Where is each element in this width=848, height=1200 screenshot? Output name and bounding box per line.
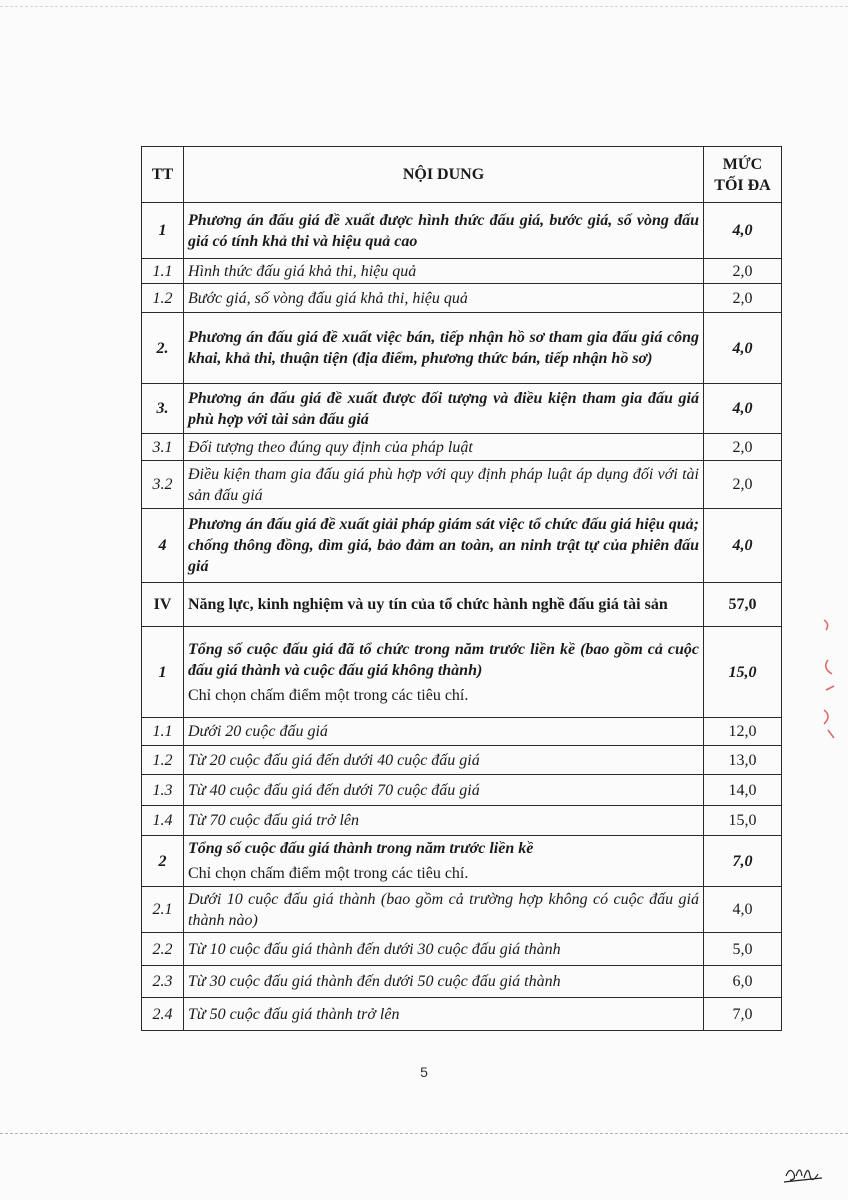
row-max-score: 2,0: [704, 461, 782, 509]
row-number: 3.: [142, 384, 184, 434]
row-content: [184, 966, 704, 998]
row-number: 1.4: [142, 806, 184, 836]
table-row: [142, 384, 782, 434]
row-max-score: 14,0: [704, 775, 782, 806]
row-content: [184, 775, 704, 806]
row-max-score: 2,0: [704, 434, 782, 461]
row-content-text: Phương án đấu giá đề xuất việc bán, tiếp nhận hồ sơ tham gia đấu giá công khai, khả thi, thuận tiện (địa điểm, phương thức bán, tiếp nhận hồ sơ): [188, 329, 699, 367]
header-content: NỘI DUNG: [184, 147, 704, 203]
row-number: 1.1: [142, 259, 184, 284]
row-max-score: 4,0: [704, 203, 782, 259]
row-content-text: Hình thức đấu giá khả thi, hiệu quả: [188, 262, 417, 280]
row-content: [184, 746, 704, 775]
row-max-score: 12,0: [704, 718, 782, 746]
row-max-score: 13,0: [704, 746, 782, 775]
row-content: [184, 203, 704, 259]
row-note: Chỉ chọn chấm điểm một trong các tiêu chí.: [188, 686, 469, 704]
row-content: [184, 933, 704, 966]
row-number: IV: [142, 583, 184, 627]
table-row: [142, 998, 782, 1031]
row-content-text: Từ 70 cuộc đấu giá trở lên: [188, 812, 360, 829]
row-max-score: 2,0: [704, 259, 782, 284]
row-content-text: Phương án đấu giá đề xuất được hình thức đấu giá, bước giá, số vòng đấu giá có tính khả thi và hiệu quả cao: [188, 211, 699, 250]
row-number: 1.1: [142, 718, 184, 746]
table-row: [142, 259, 782, 284]
row-number: 2.1: [142, 887, 184, 933]
row-content: [184, 627, 704, 718]
row-content-text: Từ 30 cuộc đấu giá thành đến dưới 50 cuộc đấu giá thành: [188, 973, 561, 990]
row-content: [184, 806, 704, 836]
row-content: [184, 461, 704, 509]
row-content: [184, 998, 704, 1031]
row-number: 4: [142, 509, 184, 583]
row-content-text: Bước giá, số vòng đấu giá khả thi, hiệu quả: [188, 289, 468, 307]
row-content-text: Từ 20 cuộc đấu giá đến dưới 40 cuộc đấu giá: [188, 751, 480, 769]
page-number: 5: [420, 1064, 428, 1080]
row-content-text: Phương án đấu giá đề xuất giải pháp giám sát việc tổ chức đấu giá hiệu quả; chống thông đồng, dìm giá, bảo đảm an toàn, an ninh trật tự của phiên đấu giá: [188, 516, 699, 575]
table-row: [142, 583, 782, 627]
row-number: 2.: [142, 313, 184, 384]
row-max-score: 6,0: [704, 966, 782, 998]
row-number: 1.2: [142, 746, 184, 775]
row-number: 1.2: [142, 284, 184, 313]
table-row: [142, 627, 782, 718]
table-row: [142, 746, 782, 775]
row-max-score: 4,0: [704, 384, 782, 434]
row-content-text: Năng lực, kinh nghiệm và uy tín của tổ chức hành nghề đấu giá tài sản: [188, 596, 668, 613]
row-max-score: 4,0: [704, 887, 782, 933]
initials-signature: [782, 1160, 824, 1184]
row-number: 2.3: [142, 966, 184, 998]
table-row: [142, 461, 782, 509]
row-content: [184, 718, 704, 746]
header-max: MỨC TỐI ĐA: [704, 147, 782, 203]
table-row: [142, 718, 782, 746]
table-row: [142, 775, 782, 806]
scan-edge-line: [0, 6, 848, 7]
row-max-score: 57,0: [704, 583, 782, 627]
row-number: 1.3: [142, 775, 184, 806]
row-max-score: 4,0: [704, 313, 782, 384]
row-number: 2.2: [142, 933, 184, 966]
row-number: 1: [142, 203, 184, 259]
row-max-score: 15,0: [704, 806, 782, 836]
row-number: 2.4: [142, 998, 184, 1031]
row-content-text: Phương án đấu giá đề xuất được đối tượng và điều kiện tham gia đấu giá phù hợp với tài sản đấu giá: [188, 389, 699, 428]
row-content: [184, 434, 704, 461]
row-content: [184, 384, 704, 434]
row-content-text: Dưới 20 cuộc đấu giá: [188, 723, 328, 740]
row-content: [184, 284, 704, 313]
header-tt: TT: [142, 147, 184, 203]
table-row: [142, 806, 782, 836]
row-number: 1: [142, 627, 184, 718]
scan-bottom-line: [0, 1133, 848, 1134]
row-content-text: Từ 10 cuộc đấu giá thành đến dưới 30 cuộc đấu giá thành: [188, 940, 561, 958]
table-row: [142, 509, 782, 583]
row-max-score: 7,0: [704, 836, 782, 887]
row-content: [184, 259, 704, 284]
row-max-score: 2,0: [704, 284, 782, 313]
row-max-score: 5,0: [704, 933, 782, 966]
table-row: [142, 284, 782, 313]
row-content-text: Điều kiện tham gia đấu giá phù hợp với quy định pháp luật áp dụng đối với tài sản đấu giá: [188, 465, 699, 504]
scoring-table: [141, 146, 782, 1031]
row-number: 3.2: [142, 461, 184, 509]
red-side-annotation: [818, 600, 842, 750]
table-body: [142, 203, 782, 1031]
row-number: 3.1: [142, 434, 184, 461]
table-row: [142, 966, 782, 998]
row-content: [184, 509, 704, 583]
table-row: [142, 887, 782, 933]
row-content-text: Tổng số cuộc đấu giá đã tổ chức trong năm trước liền kề (bao gồm cả cuộc đấu giá thành và cuộc đấu giá không thành): [188, 640, 699, 679]
row-number: 2: [142, 836, 184, 887]
row-note: Chỉ chọn chấm điểm một trong các tiêu chí.: [188, 865, 469, 882]
row-content-text: Đối tượng theo đúng quy định của pháp luật: [188, 438, 473, 456]
table-header-row: [142, 147, 782, 203]
table-row: [142, 434, 782, 461]
row-content-text: Từ 40 cuộc đấu giá đến dưới 70 cuộc đấu giá: [188, 781, 480, 799]
row-content: [184, 313, 704, 384]
row-content: [184, 836, 704, 887]
row-content-text: Từ 50 cuộc đấu giá thành trở lên: [188, 1005, 400, 1023]
table-row: [142, 836, 782, 887]
row-content-text: Dưới 10 cuộc đấu giá thành (bao gồm cả trường hợp không có cuộc đấu giá thành nào): [188, 890, 699, 929]
row-content: [184, 887, 704, 933]
table-row: [142, 933, 782, 966]
row-max-score: 7,0: [704, 998, 782, 1031]
table-row: [142, 203, 782, 259]
table-row: [142, 313, 782, 384]
row-max-score: 15,0: [704, 627, 782, 718]
row-content-text: Tổng số cuộc đấu giá thành trong năm trước liền kề: [188, 840, 534, 857]
row-max-score: 4,0: [704, 509, 782, 583]
row-content: [184, 583, 704, 627]
